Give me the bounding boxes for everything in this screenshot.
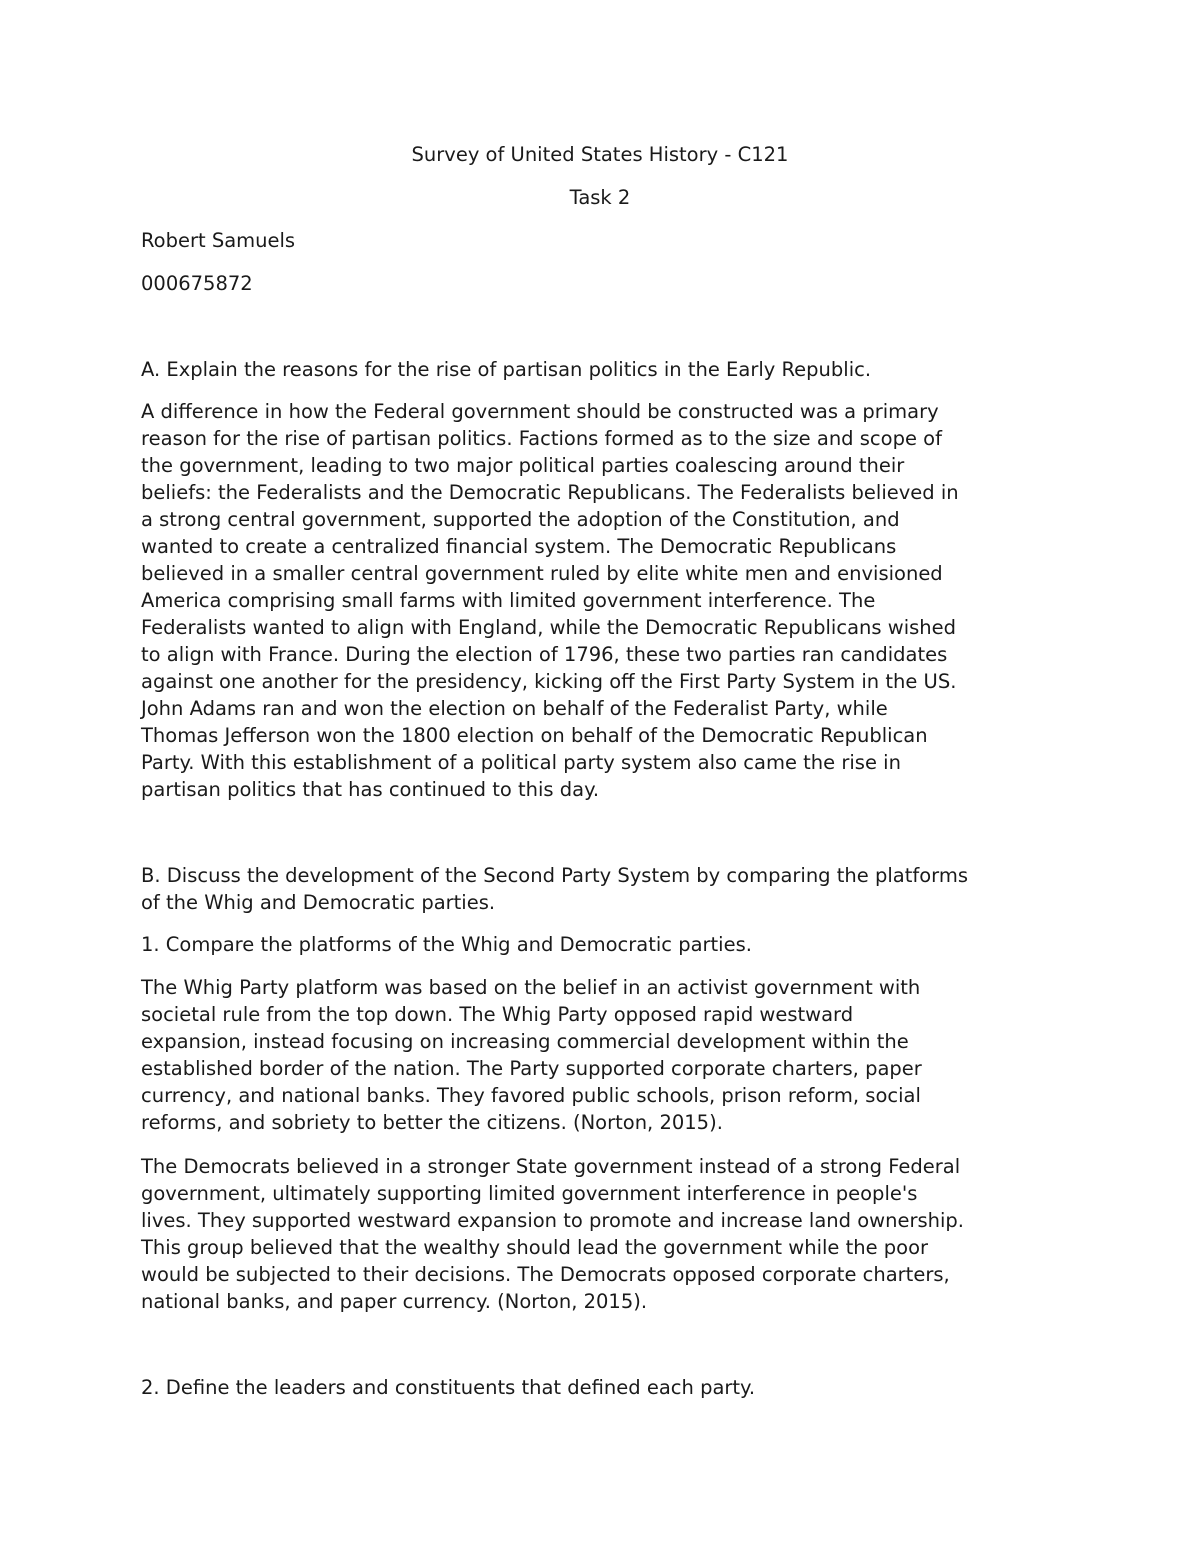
question-b bbox=[141, 862, 1061, 916]
answer-a-line: Thomas Jefferson won the 1800 election on behalf of the Democratic Republican bbox=[141, 724, 928, 747]
answer-a-line: to align with France. During the election of 1796, these two parties ran candidates bbox=[141, 643, 948, 666]
student-id: 000675872 bbox=[141, 272, 253, 295]
answer-a-line: against one another for the presidency, kicking off the First Party System in the US. bbox=[141, 670, 957, 693]
answer-a-line: the government, leading to two major political parties coalescing around their bbox=[141, 454, 905, 477]
whig-line: reforms, and sobriety to better the citizens. (Norton, 2015). bbox=[141, 1111, 723, 1134]
democrat-line: The Democrats believed in a stronger State government instead of a strong Federal bbox=[141, 1155, 961, 1178]
answer-a-line: beliefs: the Federalists and the Democratic Republicans. The Federalists believed in bbox=[141, 481, 959, 504]
task-label: Task 2 bbox=[569, 186, 631, 209]
whig-line: expansion, instead focusing on increasing commercial development within the bbox=[141, 1030, 909, 1053]
whig-line: currency, and national banks. They favored public schools, prison reform, social bbox=[141, 1084, 921, 1107]
document-title: Survey of United States History - C121 bbox=[411, 143, 789, 166]
democrat-paragraph bbox=[141, 1153, 1061, 1315]
answer-a-line: John Adams ran and won the election on behalf of the Federalist Party, while bbox=[141, 697, 888, 720]
question-b-line: B. Discuss the development of the Second Party System by comparing the platforms bbox=[141, 864, 968, 887]
author-name: Robert Samuels bbox=[141, 229, 296, 252]
whig-paragraph bbox=[141, 974, 1061, 1136]
democrat-line: lives. They supported westward expansion to promote and increase land ownership. bbox=[141, 1209, 964, 1232]
answer-a-line: Federalists wanted to align with England, while the Democratic Republicans wished bbox=[141, 616, 957, 639]
answer-a-line: wanted to create a centralized financial system. The Democratic Republicans bbox=[141, 535, 897, 558]
answer-a-paragraph bbox=[141, 398, 1061, 803]
democrat-line: This group believed that the wealthy should lead the government while the poor bbox=[141, 1236, 929, 1259]
answer-a-line: a strong central government, supported the adoption of the Constitution, and bbox=[141, 508, 900, 531]
answer-a-line: America comprising small farms with limited government interference. The bbox=[141, 589, 876, 612]
question-b-line: of the Whig and Democratic parties. bbox=[141, 891, 496, 914]
answer-a-line: believed in a smaller central government ruled by elite white men and envisioned bbox=[141, 562, 943, 585]
whig-line: societal rule from the top down. The Whig Party opposed rapid westward bbox=[141, 1003, 854, 1026]
answer-a-line: A difference in how the Federal government should be constructed was a primary bbox=[141, 400, 939, 423]
whig-line: established border of the nation. The Party supported corporate charters, paper bbox=[141, 1057, 922, 1080]
subquestion-1: 1. Compare the platforms of the Whig and Democratic parties. bbox=[141, 933, 752, 956]
democrat-line: national banks, and paper currency. (Norton, 2015). bbox=[141, 1290, 648, 1313]
answer-a-line: Party. With this establishment of a political party system also came the rise in bbox=[141, 751, 901, 774]
democrat-line: government, ultimately supporting limited government interference in people's bbox=[141, 1182, 918, 1205]
democrat-line: would be subjected to their decisions. The Democrats opposed corporate charters, bbox=[141, 1263, 950, 1286]
question-a: A. Explain the reasons for the rise of partisan politics in the Early Republic. bbox=[141, 358, 872, 381]
whig-line: The Whig Party platform was based on the belief in an activist government with bbox=[141, 976, 921, 999]
answer-a-line: reason for the rise of partisan politics. Factions formed as to the size and scope of bbox=[141, 427, 942, 450]
subquestion-2: 2. Define the leaders and constituents that defined each party. bbox=[141, 1376, 756, 1399]
answer-a-line: partisan politics that has continued to this day. bbox=[141, 778, 600, 801]
